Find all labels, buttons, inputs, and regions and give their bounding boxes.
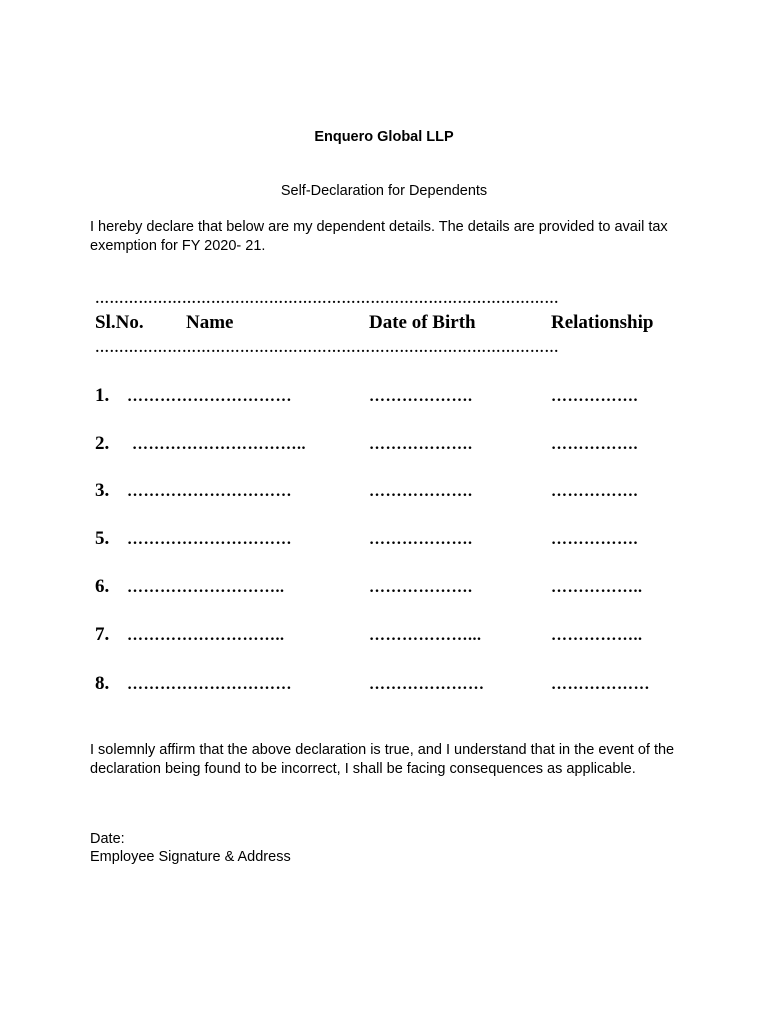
signature-label: Employee Signature & Address — [90, 849, 291, 865]
dob-blank: ………………… — [369, 676, 485, 693]
name-blank: ………………………… — [127, 483, 292, 500]
relationship-blank: ……………. — [551, 388, 638, 405]
header-slno: Sl.No. — [95, 312, 144, 333]
row-number: 8. — [95, 673, 110, 694]
row-number: 3. — [95, 480, 110, 501]
company-title: Enquero Global LLP — [314, 129, 454, 145]
affirmation-paragraph: I solemnly affirm that the above declaration is true, and I understand that in the event of the declaration being found to be incorrect, I shall be facing consequences as applicable. — [90, 742, 675, 777]
row-number: 1. — [95, 385, 110, 406]
table-bottom-rule: …………………………………………………………………………………… — [95, 341, 559, 356]
row-number: 2. — [95, 433, 110, 454]
table-top-rule: …………………………………………………………………………………… — [95, 292, 559, 307]
relationship-blank: ……………… — [551, 676, 650, 693]
header-relationship: Relationship — [551, 312, 654, 333]
relationship-blank: …………….. — [551, 627, 643, 644]
relationship-blank: ……………. — [551, 483, 638, 500]
name-blank: ……………………….. — [127, 627, 285, 644]
header-dob: Date of Birth — [369, 312, 476, 333]
dob-blank: ………………. — [369, 436, 473, 453]
dob-blank: ………………. — [369, 388, 473, 405]
row-number: 6. — [95, 576, 110, 597]
dob-blank: ………………. — [369, 483, 473, 500]
name-blank: ………………………….. — [132, 436, 306, 453]
name-blank: ……………………….. — [127, 579, 285, 596]
date-label: Date: — [90, 831, 125, 847]
name-blank: ………………………… — [127, 531, 292, 548]
relationship-blank: ……………. — [551, 531, 638, 548]
form-subtitle: Self-Declaration for Dependents — [280, 183, 488, 199]
name-blank: ………………………… — [127, 388, 292, 405]
dob-blank: ………………... — [369, 627, 482, 644]
name-blank: ………………………… — [127, 676, 292, 693]
dob-blank: ………………. — [369, 579, 473, 596]
intro-paragraph: I hereby declare that below are my dependent details. The details are provided to avail tax exemption for FY 2020- 21. — [90, 219, 668, 254]
header-name: Name — [186, 312, 234, 333]
row-number: 7. — [95, 624, 110, 645]
relationship-blank: ……………. — [551, 436, 638, 453]
dob-blank: ………………. — [369, 531, 473, 548]
row-number: 5. — [95, 528, 110, 549]
relationship-blank: …………….. — [551, 579, 643, 596]
